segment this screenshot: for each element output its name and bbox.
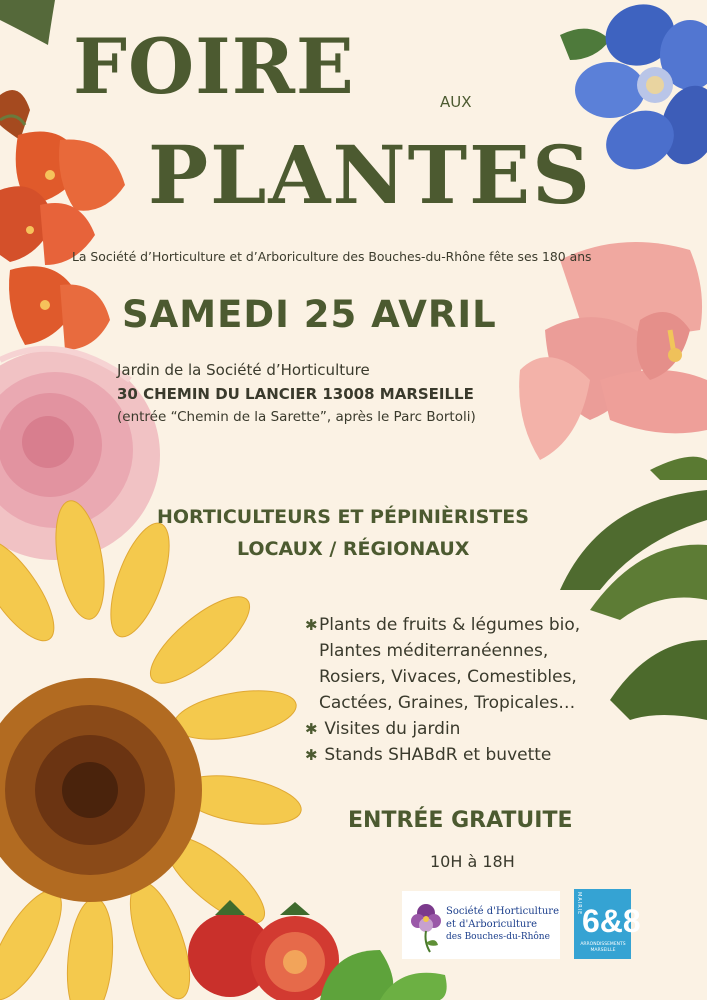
orange-trumpet-flower (0, 90, 125, 350)
list-item: ✱ Visites du jardin (305, 716, 580, 742)
exhibitors-heading-line1: HORTICULTEURS ET PÉPINIÈRISTES (157, 506, 529, 528)
list-item-continuation: Plantes méditerranéennes, (319, 641, 549, 661)
mairie-6-8-logo (574, 889, 641, 959)
green-leaves (560, 457, 707, 720)
offer-list (305, 612, 580, 768)
leaf-top-left (0, 0, 55, 45)
asterisk-icon: ✱ (305, 746, 318, 764)
asterisk-icon: ✱ (305, 616, 318, 634)
asterisk-icon: ✱ (305, 720, 318, 738)
venue-name: Jardin de la Société d’Horticulture (117, 361, 370, 379)
pink-hibiscus-flower (519, 242, 707, 460)
list-item-continuation: Cactées, Graines, Tropicales… (319, 693, 576, 713)
venue-access-note: (entrée “Chemin de la Sarette”, après le Parc Bortoli) (117, 409, 476, 425)
shabdr-logo-text: Société d'Horticulture et d'Arboriculture des Bouches-du-Rhône (446, 906, 559, 942)
yellow-sunflower (0, 497, 305, 1000)
mairie-label: MAIRIE (576, 892, 582, 916)
arrondissements-caption: ARRONDISSEMENTS MARSEILLE (580, 942, 626, 953)
subtitle: La Société d’Horticulture et d’Arboriculture des Bouches-du-Rhône fête ses 180 ans (72, 249, 592, 264)
title-connector: AUX (440, 93, 472, 111)
arrondissements-number: 6&8 (582, 903, 641, 939)
entry-fee: ENTRÉE GRATUITE (348, 808, 573, 833)
list-item-continuation: Rosiers, Vivaces, Comestibles, (319, 667, 577, 687)
event-date: SAMEDI 25 AVRIL (122, 293, 497, 336)
title-line2: PLANTES (148, 128, 592, 222)
list-item: ✱Plants de fruits & légumes bio, (305, 612, 580, 638)
title-line1: FOIRE (73, 22, 355, 111)
pansy-flower-icon (406, 897, 446, 957)
venue-address: 30 CHEMIN DU LANCIER 13008 MARSEILLE (117, 385, 474, 403)
list-item: ✱ Stands SHABdR et buvette (305, 742, 580, 768)
exhibitors-heading-line2: LOCAUX / RÉGIONAUX (237, 538, 470, 560)
opening-hours: 10H à 18H (430, 852, 515, 871)
shabdr-logo (402, 891, 560, 959)
